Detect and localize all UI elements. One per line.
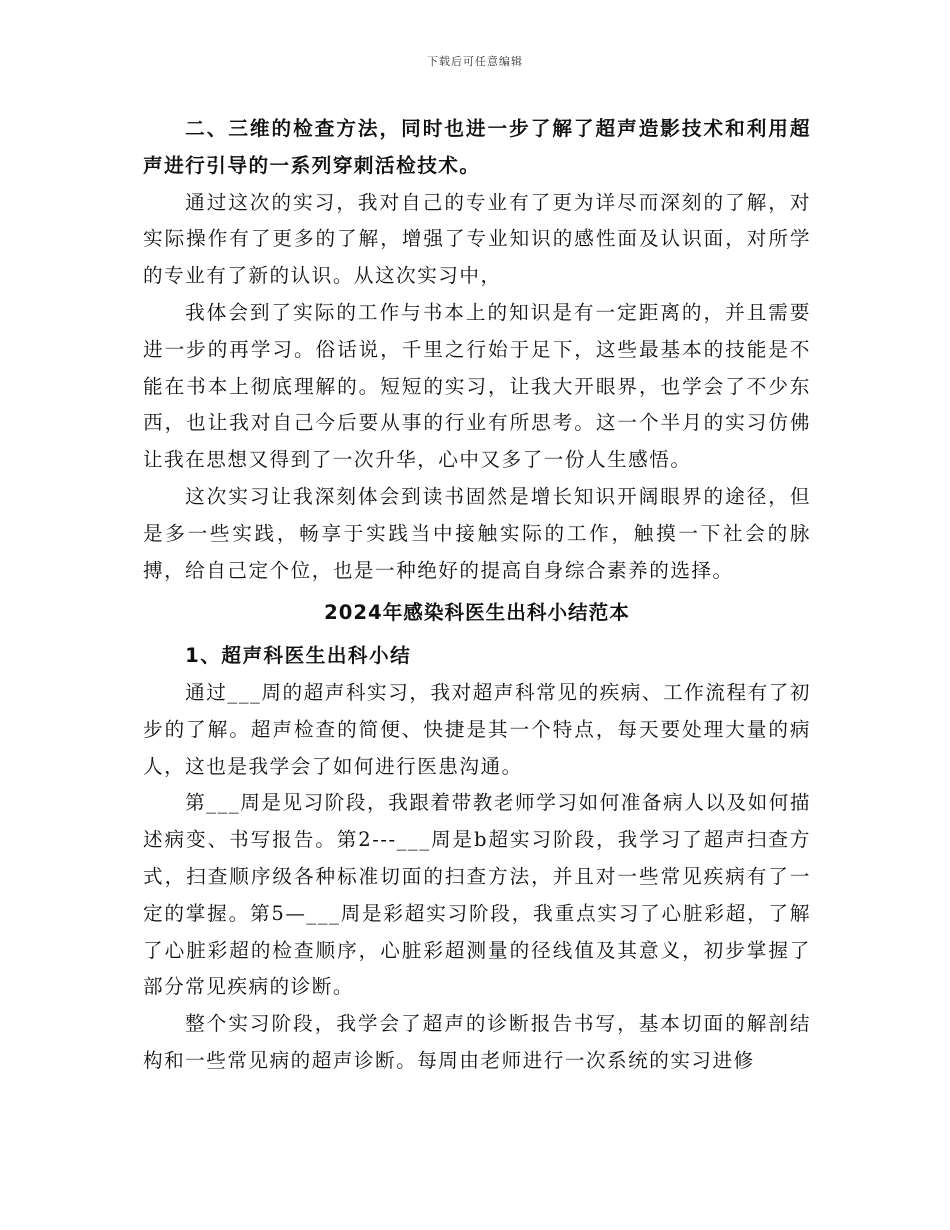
paragraph-4: 通过___周的超声科实习，我对超声科常见的疾病、工作流程有了初步的了解。超声检查的简便、快捷是其一个特点，每天要处理大量的病人，这也是我学会了如何进行医患沟通。 <box>143 680 811 778</box>
paragraph-3: 这次实习让我深刻体会到读书固然是增长知识开阔眼界的途径，但是多一些实践，畅享于实践当中接触实际的工作，触摸一下社会的脉搏，给自己定个位，也是一种绝好的提高自身综合素养的选择。 <box>143 484 811 582</box>
paragraph-2: 我体会到了实际的工作与书本上的知识是有一定距离的，并且需要进一步的再学习。俗话说，千里之行始于足下，这些最基本的技能是不能在书本上彻底理解的。短短的实习，让我大开眼界，也学会了不少东西，也让我对自己今后要从事的行业有所思考。这一个半月的实习仿佛让我在思想又得到了一次升华，心中又多了一份人生感悟。 <box>143 300 811 472</box>
paragraph-5: 第___周是见习阶段，我跟着带教老师学习如何准备病人以及如何描述病变、书写报告。第2---___周是b超实习阶段，我学习了超声扫查方式，扫查顺序级各种标准切面的扫查方法，并且对一些常见疾病有了一定的掌握。第5—___周是彩超实习阶段，我重点实习了心脏彩超，了解了心脏彩超的检查顺序，心脏彩超测量的径线值及其意义，初步掌握了部分常见疾病的诊断。 <box>143 791 811 999</box>
intro-heading: 二、三维的检查方法，同时也进一步了解了超声造影技术和利用超声进行引导的一系列穿刺活检技术。 <box>143 117 811 177</box>
document-title: 2024年感染科医生出科小结范本 <box>324 601 630 625</box>
page-header: 下载后可任意编辑 <box>427 55 523 68</box>
paragraph-6: 整个实习阶段，我学会了超声的诊断报告书写，基本切面的解剖结构和一些常见病的超声诊断。每周由老师进行一次系统的实习进修 <box>143 1012 811 1072</box>
document-body <box>143 111 811 1080</box>
paragraph-1: 通过这次的实习，我对自己的专业有了更为详尽而深刻的了解，对实际操作有了更多的了解，增强了专业知识的感性面及认识面，对所学的专业有了新的认识。从这次实习中， <box>143 190 811 288</box>
section-heading: 1、超声科医生出科小结 <box>185 644 412 668</box>
